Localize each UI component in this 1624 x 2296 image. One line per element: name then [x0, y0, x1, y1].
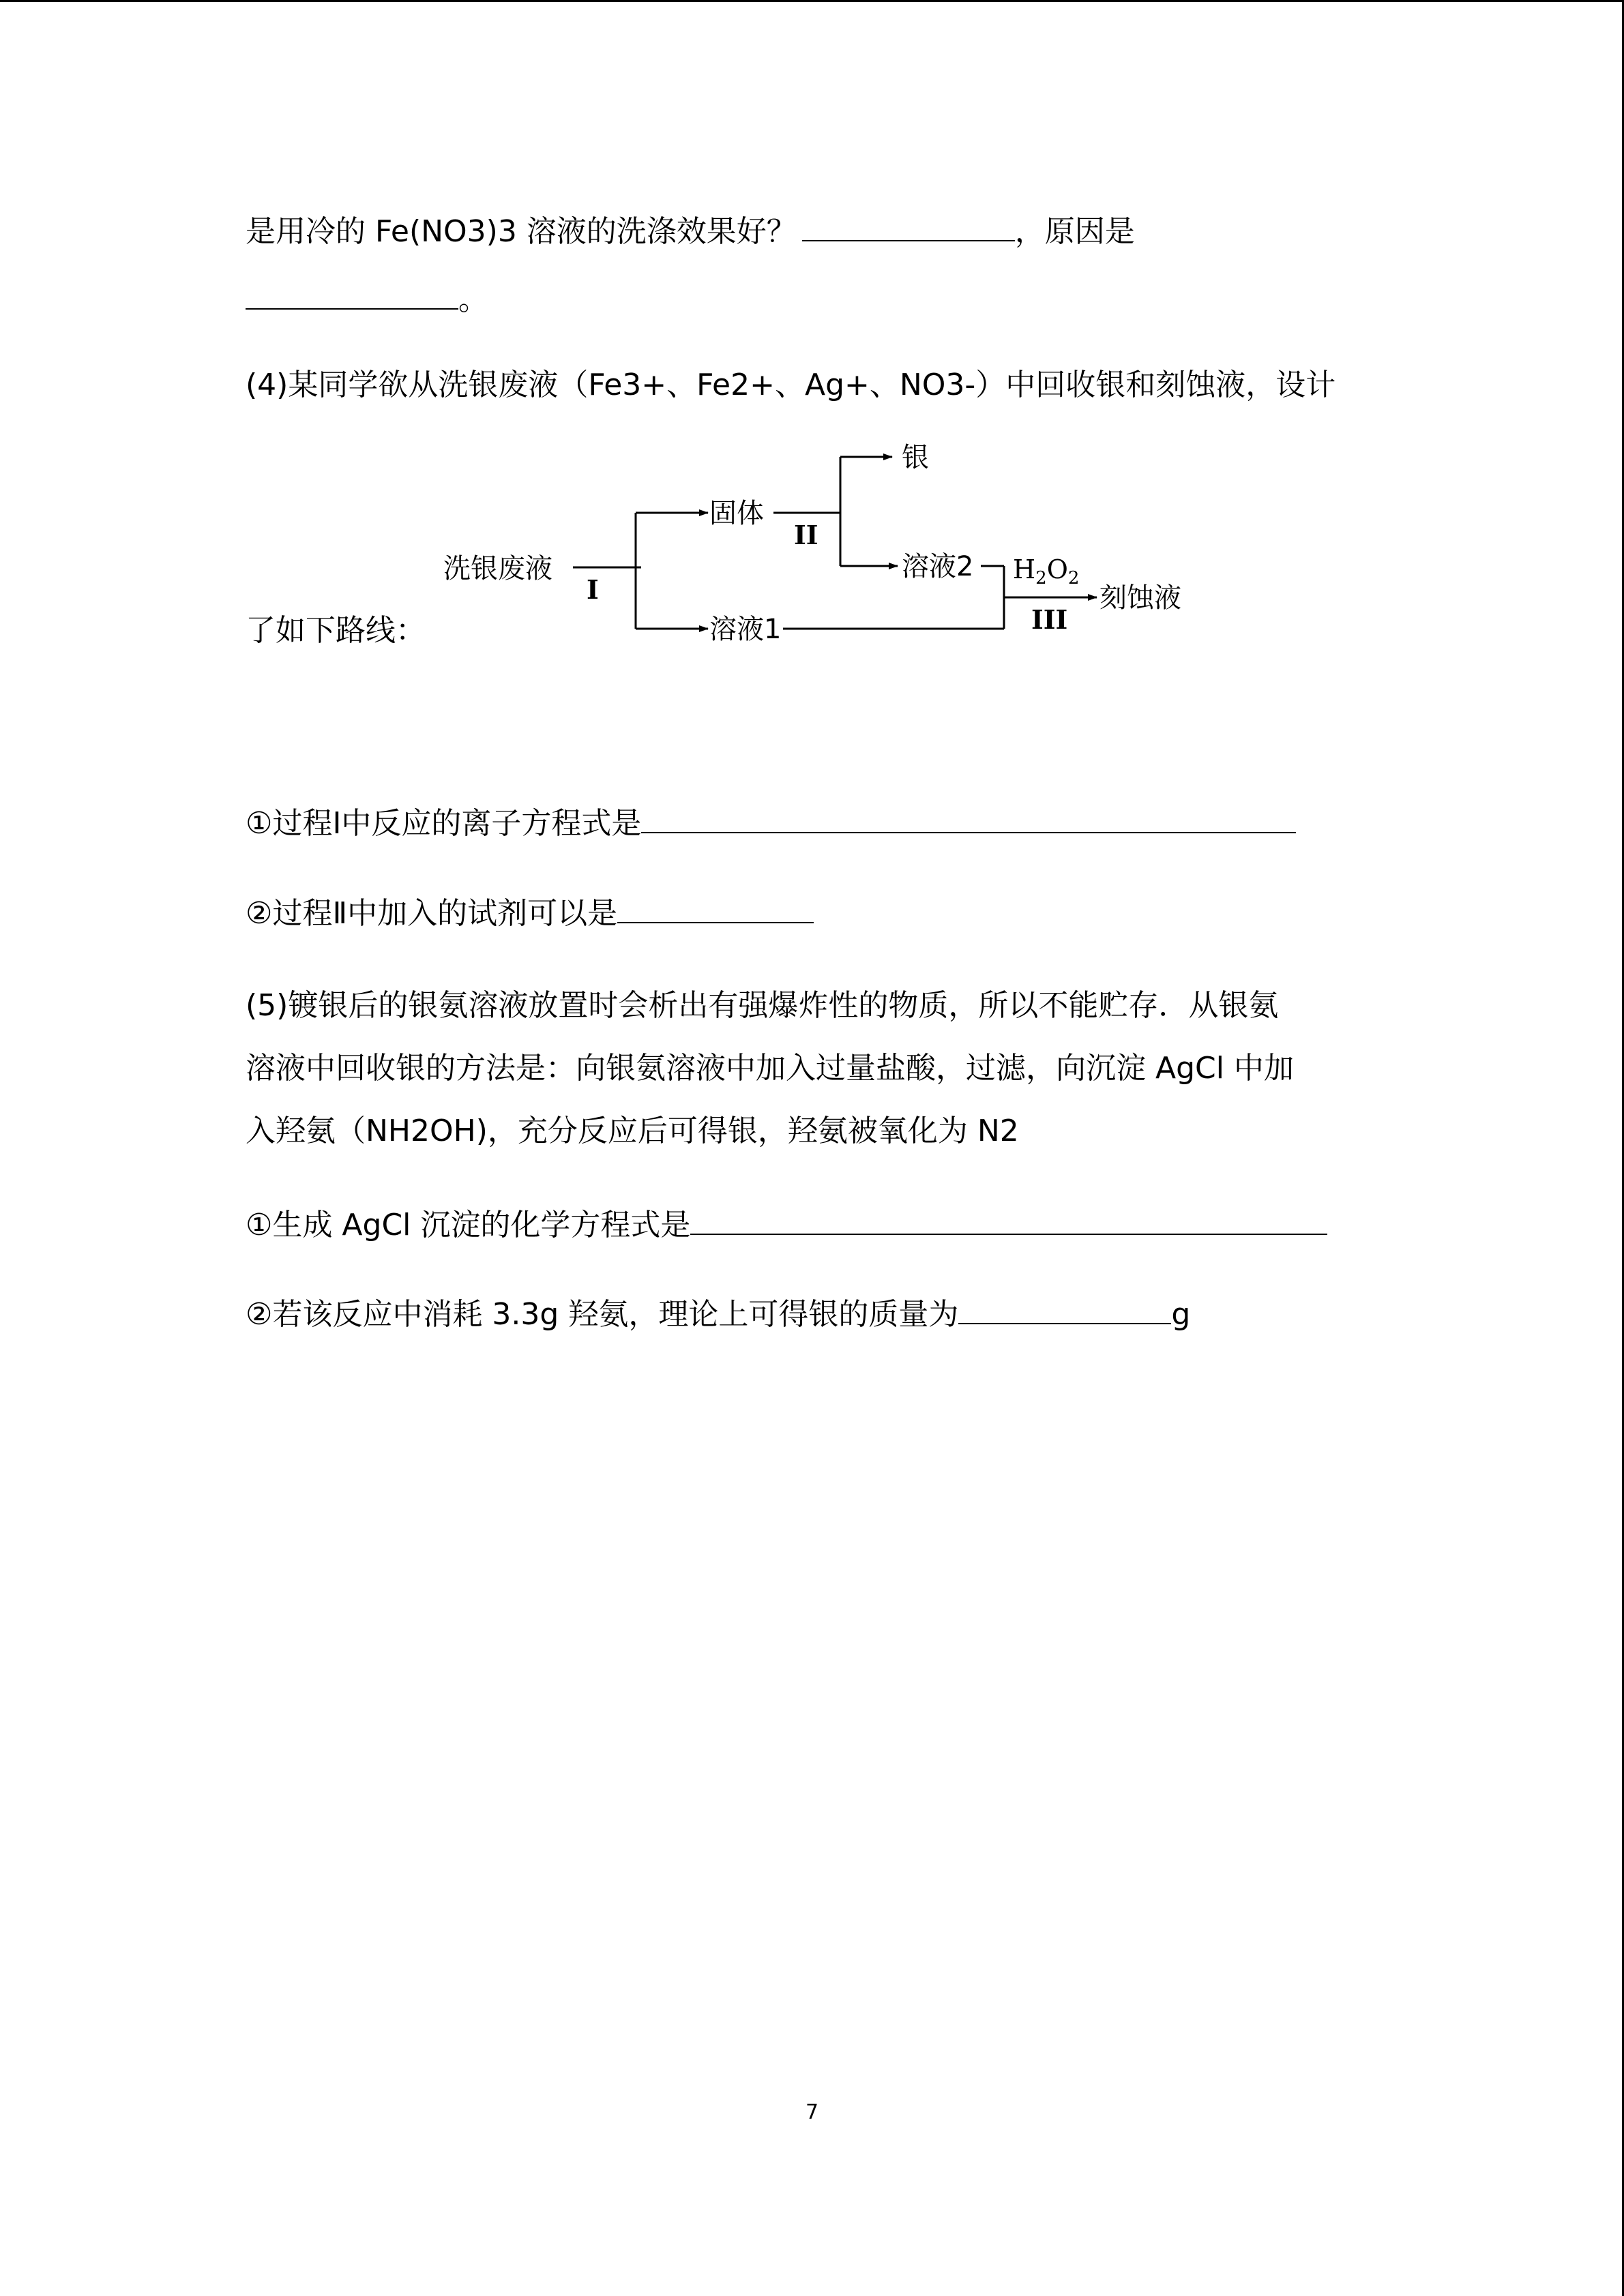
answer-blank-5-1[interactable] — [690, 1204, 1327, 1235]
question-4-1-text: ①过程Ⅰ中反应的离子方程式是 — [246, 806, 642, 841]
question-4-2 — [246, 892, 814, 934]
label-h2o2: $H_2O_2$ — [1013, 554, 1080, 588]
process-flow-diagram — [437, 430, 1214, 648]
page-top-border — [0, 0, 1624, 2]
label-solution1: 溶液1 — [709, 614, 782, 645]
question-5-1-text: ①生成 AgCl 沉淀的化学方程式是 — [246, 1208, 691, 1242]
label-step-3: III — [1031, 604, 1068, 635]
question-4-1 — [246, 802, 1296, 844]
question-5-line-3: 入羟氨（NH2OH)，充分反应后可得银，羟氨被氧化为 N2 — [246, 1114, 1019, 1148]
line-2-suffix: 。 — [458, 282, 488, 317]
line-1-text: 是用冷的 Fe(NO3)3 溶液的洗涤效果好？ — [246, 214, 797, 249]
question-5-line-2: 溶液中回收银的方法是：向银氨溶液中加入过量盐酸，过滤，向沉淀 AgCl 中加 — [246, 1051, 1294, 1086]
question-5-2-unit: g — [1171, 1297, 1191, 1332]
label-etchant: 刻蚀液 — [1099, 582, 1181, 614]
question-4-intro: (4)某同学欲从洗银废液（Fe3+、Fe2+、Ag+、NO3-）中回收银和刻蚀液，设计 — [246, 368, 1336, 402]
label-step-2: II — [794, 520, 818, 550]
line-1-suffix: ，原因是 — [1014, 214, 1135, 249]
question-5-1 — [246, 1204, 1327, 1246]
label-silver: 银 — [902, 442, 929, 473]
label-step-1: I — [587, 574, 599, 605]
question-5-2 — [246, 1293, 1190, 1335]
question-5-2-text: ②若该反应中消耗 3.3g 羟氨，理论上可得银的质量为 — [246, 1297, 959, 1332]
line-2 — [246, 278, 488, 320]
answer-blank-5-2[interactable] — [958, 1293, 1171, 1324]
line-1 — [246, 210, 1135, 252]
page-number: 7 — [805, 2100, 819, 2124]
answer-blank-4-1[interactable] — [641, 802, 1296, 833]
question-4-2-text: ②过程Ⅱ中加入的试剂可以是 — [246, 896, 618, 931]
answer-blank-4-2[interactable] — [617, 892, 814, 923]
answer-blank-2[interactable] — [246, 278, 458, 310]
question-5-line-1: (5)镀银后的银氨溶液放置时会析出有强爆炸性的物质，所以不能贮存．从银氨 — [246, 988, 1279, 1023]
answer-blank-1[interactable] — [802, 210, 1015, 241]
label-solution2: 溶液2 — [902, 551, 974, 582]
label-waste-liquid: 洗银废液 — [443, 553, 552, 584]
label-solid: 固体 — [709, 498, 764, 529]
line-route: 了如下路线： — [246, 613, 426, 648]
